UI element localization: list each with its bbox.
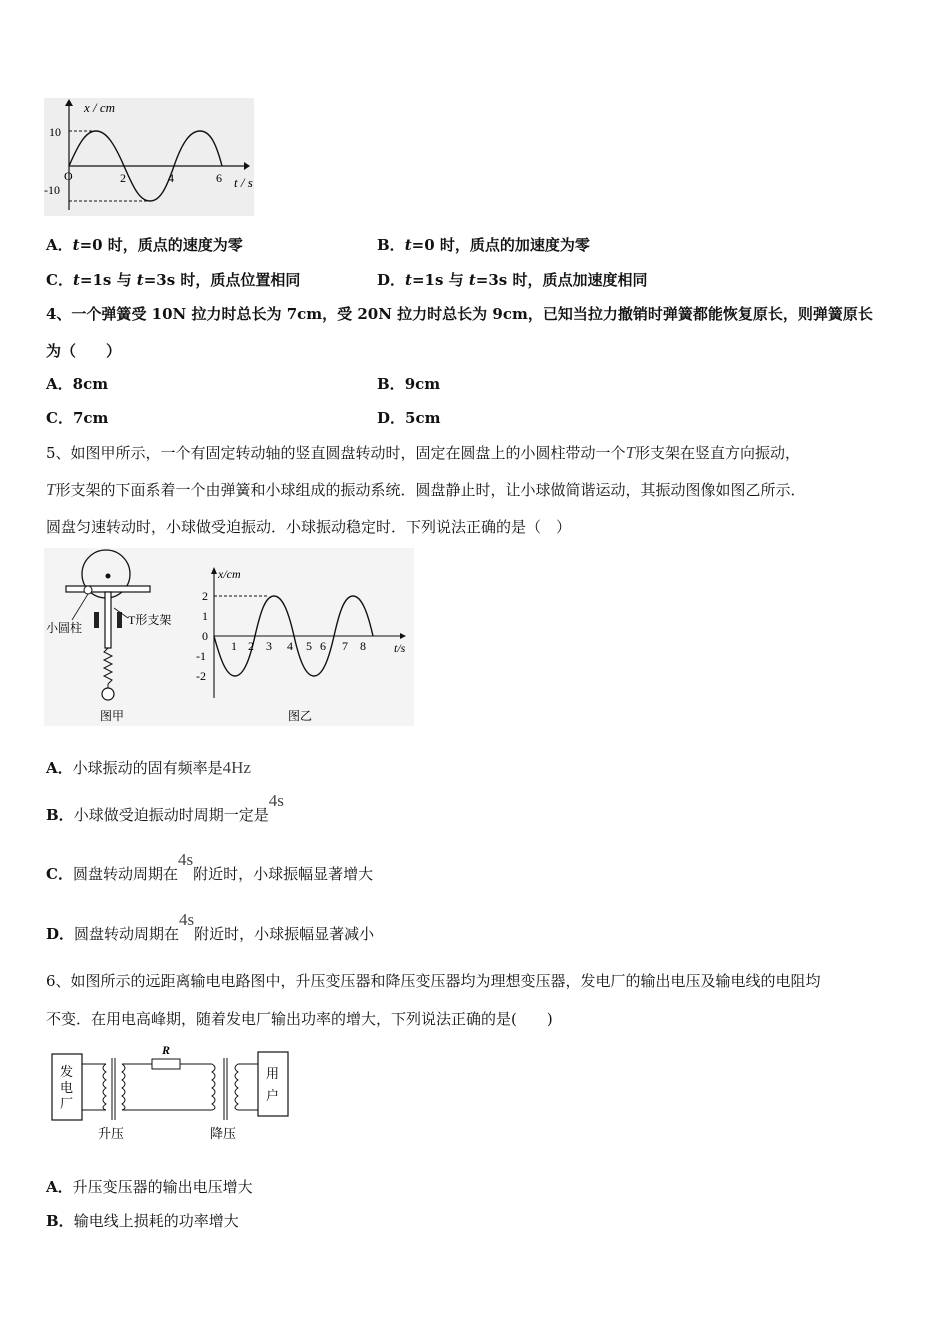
q6-stem-line1: 6、如图所示的远距离输电电路图中，升压变压器和降压变压器均为理想变压器，发电厂的输出电压及输电线的电阻均 (46, 972, 821, 990)
q6-plant-2: 电 (60, 1080, 74, 1095)
q5-stem-line1: 5、如图甲所示，一个有固定转动轴的竖直圆盘转动时，固定在圆盘上的小圆柱带动一个T形支架在竖直方向振动， (46, 443, 801, 462)
q6-option-a: A．升压变压器的输出电压增大 (46, 1178, 253, 1196)
q3-option-d: D．t=1s 与 t=3s 时，质点加速度相同 (377, 271, 648, 289)
q3-y-label: x / cm (84, 100, 116, 115)
q6-user-1: 用 (266, 1066, 280, 1081)
q5-x-tick-5: 5 (306, 639, 312, 653)
q3-option-b: B．t=0 时，质点的加速度为零 (377, 236, 590, 254)
q5-x-tick-8: 8 (360, 639, 366, 653)
q4-option-b: B．9cm (377, 375, 441, 393)
q5-option-b: B．小球做受迫振动时周期一定是4s (46, 791, 284, 824)
q4-option-c: C．7cm (46, 409, 109, 427)
q5-option-c: C．圆盘转动周期在4s附近时，小球振幅显著增大 (46, 850, 374, 883)
q6-circuit (44, 1040, 294, 1146)
q6-step-up-label: 升压 (98, 1126, 125, 1141)
q5-y-tick-2: 2 (202, 589, 208, 603)
q6-option-b: B．输电线上损耗的功率增大 (46, 1212, 239, 1230)
q6-stem-line2: 不变．在用电高峰期，随着发电厂输出功率的增大，下列说法正确的是( ) (46, 1010, 553, 1028)
q5-option-d: D．圆盘转动周期在4s附近时，小球振幅显著减小 (46, 910, 375, 943)
q3-x-tick-6: 6 (216, 171, 222, 185)
q6-resistor-label: R (162, 1043, 171, 1057)
q5-x-label: t/s (394, 641, 406, 655)
q3-option-c: C．t=1s 与 t=3s 时，质点位置相同 (46, 271, 301, 289)
q4-stem-line2: 为（ ） (46, 342, 122, 360)
q5-stem-line2: T形支架的下面系着一个由弹簧和小球组成的振动系统．圆盘静止时，让小球做简谐运动，其振动图像如图乙所示． (46, 480, 806, 499)
q3-y-tick-neg10: -10 (44, 183, 60, 197)
q6-user-2: 户 (266, 1088, 280, 1103)
q3-x-tick-2: 2 (120, 171, 126, 185)
q5-option-a: A．小球振动的固有频率是4Hz (46, 758, 251, 777)
q5-x-tick-7: 7 (342, 639, 348, 653)
q3-y-tick-10: 10 (49, 125, 61, 139)
q6-plant-3: 厂 (60, 1096, 74, 1111)
q5-stem-line3: 圆盘匀速转动时，小球做受迫振动．小球振动稳定时．下列说法正确的是（ ） (46, 518, 572, 536)
q6-step-down-label: 降压 (210, 1126, 237, 1141)
q3-origin: O (64, 169, 73, 183)
q4-option-d: D．5cm (377, 409, 441, 427)
q5-x-tick-2: 2 (248, 639, 254, 653)
q5-y-tick-neg1: -1 (196, 649, 206, 663)
q6-plant-1: 发 (60, 1064, 74, 1079)
q5-y-label: x/cm (218, 567, 241, 581)
q5-x-tick-1: 1 (231, 639, 237, 653)
q5-figures (44, 548, 414, 726)
q3-x-tick-4: 4 (168, 171, 174, 185)
q3-x-label: t / s (234, 175, 253, 190)
q5-x-tick-6: 6 (320, 639, 326, 653)
q5-x-tick-3: 3 (266, 639, 272, 653)
q3-graph (44, 98, 254, 216)
q5-x-tick-4: 4 (287, 639, 293, 653)
q4-stem-line1: 4、一个弹簧受 10N 拉力时总长为 7cm，受 20N 拉力时总长为 9cm，已知当拉力撤销时弹簧都能恢复原长，则弹簧原长 (46, 305, 873, 323)
q5-cylinder-label: 小圆柱 (46, 621, 83, 635)
q5-caption-yi: 图乙 (288, 709, 313, 723)
q5-y-tick-neg2: -2 (196, 669, 206, 683)
q5-y-tick-1: 1 (202, 609, 208, 623)
q4-option-a: A．8cm (46, 375, 109, 393)
q5-y-tick-0: 0 (202, 629, 208, 643)
q5-caption-jia: 图甲 (100, 709, 125, 723)
q5-frame-label: T形支架 (128, 613, 172, 627)
q3-option-a: A．t=0 时，质点的速度为零 (46, 236, 243, 254)
